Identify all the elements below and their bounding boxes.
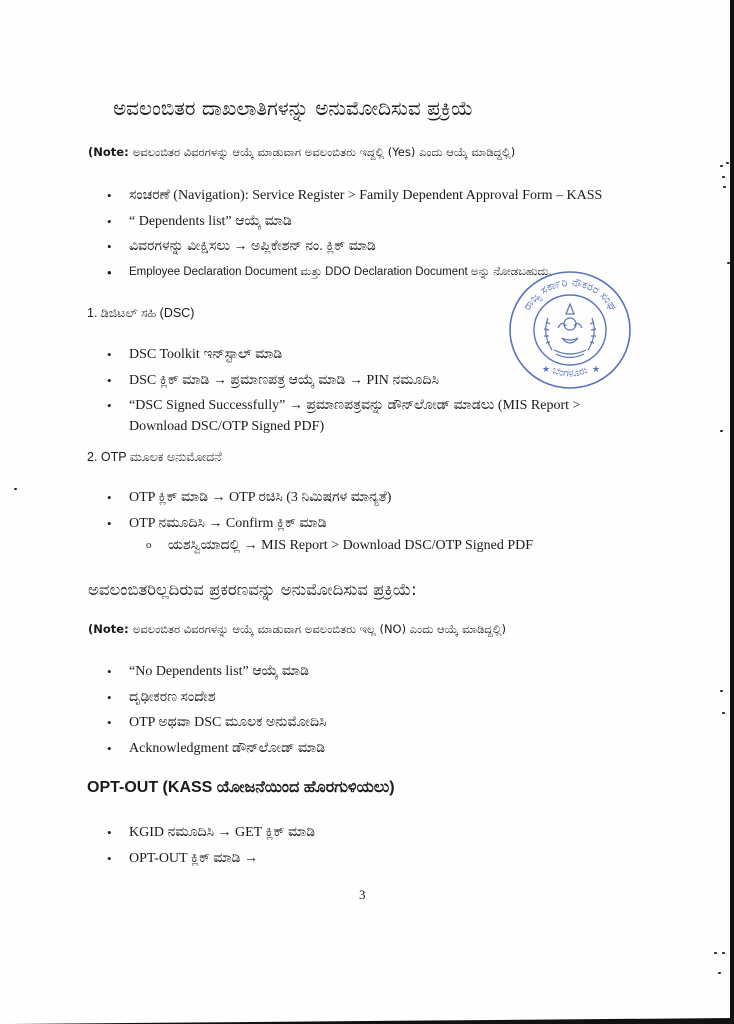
note-text: ಅವಲಂಬಿತರ ವಿವರಗಳನ್ನು ಆಯ್ಕೆ ಮಾಡುವಾಗ ಅವಲಂಬಿತರು ಇಲ್ಲ (NO) ಎಂದು ಆಯ್ಕೆ ಮಾಡಿದ್ದಲ್ಲಿ)	[132, 622, 506, 636]
scan-speck	[722, 176, 725, 178]
scan-speck	[727, 262, 730, 264]
scan-speck	[723, 186, 726, 188]
note-yes	[88, 145, 515, 160]
list-item: • KGID ನಮೂದಿಸಿ → GET ಕ್ಲಿಕ್ ಮಾಡಿ	[107, 820, 315, 846]
list-item: • OPT-OUT ಕ್ಲಿಕ್ ಮಾಡಿ →	[107, 846, 315, 872]
scan-speck	[720, 165, 723, 167]
otp-steps-list	[107, 485, 391, 536]
scan-speck	[14, 488, 17, 490]
note-text: ಅವಲಂಬಿತರ ವಿವರಗಳನ್ನು ಆಯ್ಕೆ ಮಾಡುವಾಗ ಅವಲಂಬಿತರು ಇದ್ದಲ್ಲಿ (Yes) ಎಂದು ಆಯ್ಕೆ ಮಾಡಿದ್ದಲ್ಲಿ)	[132, 145, 516, 159]
scan-edge-bottom	[10, 1018, 734, 1024]
list-item: • ದೃಢೀಕರಣ ಸಂದೇಶ	[107, 685, 326, 711]
scan-speck	[720, 690, 723, 692]
list-item: • OTP ಕ್ಲಿಕ್ ಮಾಡಿ → OTP ರಚಿಸಿ (3 ನಿಮಿಷಗಳ ಮಾನ್ಯತೆ)	[107, 485, 391, 511]
list-item: • ವಿವರಗಳನ್ನು ವೀಕ್ಷಿಸಲು → ಅಪ್ಲಿಕೇಶನ್ ನಂ. ಕ್ಲಿಕ್ ಮಾಡಿ	[107, 234, 602, 260]
list-item: • DSC ಕ್ಲಿಕ್ ಮಾಡಿ → ಪ್ರಮಾಣಪತ್ರ ಆಯ್ಕೆ ಮಾಡಿ → PIN ನಮೂದಿಸಿ	[107, 368, 599, 394]
list-item: • ಸಂಚರಣೆ (Navigation): Service Register > Family Dependent Approval Form – KASS	[107, 183, 602, 209]
otp-sub-steps-list	[146, 533, 533, 558]
scan-speck	[722, 712, 725, 714]
scan-speck	[722, 952, 725, 954]
list-item: • OTP ಅಥವಾ DSC ಮೂಲಕ ಅನುಮೋದಿಸಿ	[107, 710, 326, 736]
scan-speck	[726, 162, 729, 164]
list-item: • “DSC Signed Successfully” → ಪ್ರಮಾಣಪತ್ರವನ್ನು ಡೌನ್‌ಲೋಡ್ ಮಾಡಲು (MIS Report > Download DSC/OTP Signed PDF)	[107, 395, 599, 437]
page-number: 3	[359, 887, 366, 902]
note-prefix: (Note:	[88, 622, 133, 636]
scan-edge-right	[730, 0, 734, 1024]
svg-text:★: ★	[592, 364, 601, 374]
scan-speck	[714, 952, 717, 954]
note-prefix: (Note:	[88, 145, 133, 159]
list-item: • OTP ನಮೂದಿಸಿ → Confirm ಕ್ಲಿಕ್ ಮಾಡಿ	[107, 511, 391, 537]
section-heading-dsc: 1. ಡಿಜಿಟಲ್ ಸಹಿ (DSC)	[87, 306, 195, 320]
section-heading-opt-out: OPT-OUT (KASS ಯೋಜನೆಯಿಂದ ಹೊರಗುಳಿಯಲು)	[87, 779, 395, 796]
svg-text:★: ★	[542, 364, 551, 374]
page-title: ಅವಲಂಬಿತರ ದಾಖಲಾತಿಗಳನ್ನು ಅನುಮೋದಿಸುವ ಪ್ರಕ್ರಿಯೆ	[113, 96, 474, 120]
section-heading-otp: 2. OTP ಮೂಲಕ ಅನುಮೋದನೆ	[87, 450, 222, 464]
section-heading-no-dependents: ಅವಲಂಬಿತರಿಲ್ಲದಿರುವ ಪ್ರಕರಣವನ್ನು ಅನುಮೋದಿಸುವ ಪ್ರಕ್ರಿಯೆ:	[88, 580, 417, 599]
no-dependents-steps-list	[107, 659, 326, 761]
list-item: • “ Dependents list” ಆಯ್ಕೆ ಮಾಡಿ	[107, 209, 602, 235]
note-no	[88, 622, 506, 637]
list-item: o ಯಶಸ್ವಿಯಾದಲ್ಲಿ → MIS Report > Download DSC/OTP Signed PDF	[146, 533, 533, 558]
seal-emblem-icon	[506, 268, 634, 392]
list-item: • Acknowledgment ಡೌನ್‌ಲೋಡ್ ಮಾಡಿ	[107, 736, 326, 762]
svg-text:ರಾಜ್ಯ ಸರ್ಕಾರಿ ನೌಕರರ ಸಂಘ: ರಾಜ್ಯ ಸರ್ಕಾರಿ ನೌಕರರ ಸಂಘ	[520, 275, 620, 313]
scan-speck	[718, 972, 721, 974]
list-item: • Employee Declaration Document ಮತ್ತು DDO Declaration Document ಅನ್ನು ನೋಡಬಹುದು.	[107, 260, 602, 286]
list-item: • DSC Toolkit ಇನ್‌ಸ್ಟಾಲ್ ಮಾಡಿ	[107, 342, 599, 368]
svg-text:ಬೆಂಗಳೂರು: ಬೆಂಗಳೂರು	[550, 364, 590, 380]
list-item: • “No Dependents list” ಆಯ್ಕೆ ಮಾಡಿ	[107, 659, 326, 685]
official-seal-stamp	[506, 268, 634, 392]
scan-speck	[720, 430, 723, 432]
opt-out-steps-list	[107, 820, 315, 871]
